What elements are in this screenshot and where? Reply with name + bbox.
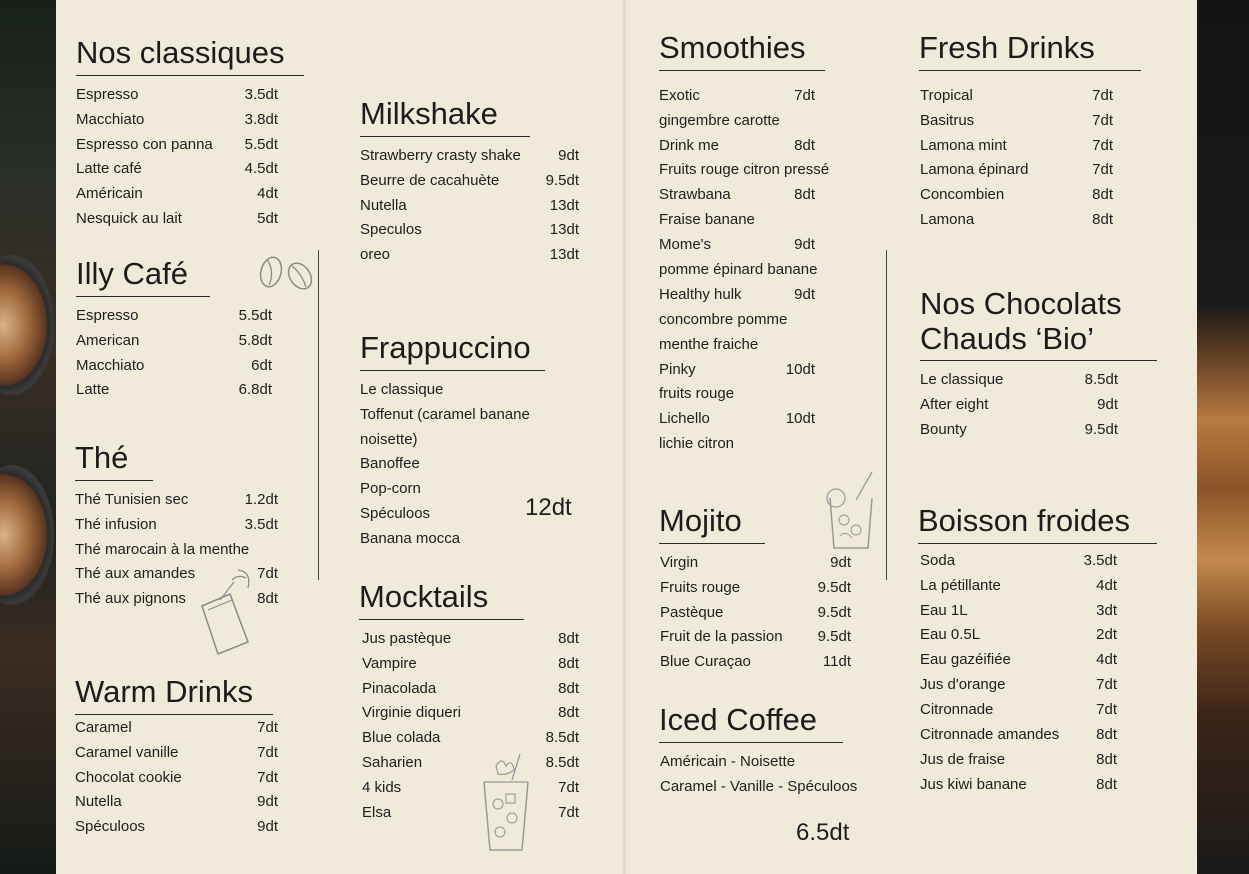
- menu-item: [920, 396, 1118, 421]
- menu-item: [920, 751, 1117, 776]
- menu-item: [660, 778, 859, 803]
- menu-item: [76, 86, 278, 111]
- section-warm-drinks: [75, 675, 278, 843]
- item-price: 5.5dt: [238, 306, 272, 324]
- item-price: 8dt: [1096, 750, 1117, 768]
- item-name: Mome's: [659, 236, 712, 254]
- menu-item: [659, 260, 818, 286]
- item-name: Pinacolada: [362, 679, 437, 697]
- item-price: 7dt: [257, 768, 278, 786]
- latte-art-cup-photo: [0, 255, 54, 395]
- menu-item: [660, 753, 859, 778]
- title-underline: [918, 543, 1157, 544]
- item-price: 8dt: [1092, 211, 1113, 229]
- item-name: Healthy hulk: [659, 285, 742, 303]
- item-price: 8dt: [1096, 725, 1117, 743]
- menu-item: [75, 769, 278, 794]
- item-name: American: [76, 331, 140, 349]
- item-name: Spéculoos: [75, 818, 146, 836]
- item-price: 9dt: [257, 793, 278, 811]
- menu-list: [659, 554, 851, 678]
- latte-art-cup-photo: [0, 465, 54, 605]
- item-price: 11dt: [822, 653, 851, 671]
- item-name: Latte café: [76, 160, 142, 178]
- section-smoothies: [659, 31, 831, 460]
- item-name: menthe fraiche: [659, 335, 759, 353]
- item-name: lichie citron: [659, 435, 735, 453]
- menu-list: [918, 552, 1117, 801]
- item-price: 7dt: [558, 803, 579, 821]
- item-name: Speculos: [360, 221, 422, 239]
- item-name: Pastèque: [660, 603, 724, 621]
- menu-item: [76, 185, 278, 210]
- menu-item: [659, 410, 815, 435]
- item-price: 8dt: [558, 704, 579, 722]
- title-underline: [659, 70, 825, 71]
- section-title-line2: Chauds ‘Bio’: [920, 320, 1095, 356]
- menu-item: [360, 246, 579, 271]
- item-name: Thé aux amandes: [75, 565, 196, 583]
- item-price: 8.5dt: [545, 729, 579, 747]
- item-price: 7dt: [1092, 86, 1113, 104]
- section-milkshake: [360, 97, 579, 271]
- title-underline: [659, 543, 765, 544]
- item-name: Eau 0.5L: [920, 626, 981, 644]
- section-title: Thé: [75, 440, 129, 475]
- menu-item: [659, 236, 815, 261]
- item-price: 8dt: [1092, 186, 1113, 204]
- title-underline: [920, 360, 1157, 361]
- item-name: oreo: [360, 246, 391, 264]
- item-price: 9.5dt: [817, 603, 851, 621]
- item-price: 8dt: [257, 590, 278, 608]
- item-name: Concombien: [920, 186, 1005, 204]
- item-name: Exotic: [659, 86, 700, 104]
- item-name: Caramel vanille: [75, 743, 179, 761]
- item-name: Banana mocca: [360, 530, 461, 548]
- menu-item: [659, 137, 815, 162]
- menu-item: [75, 818, 278, 843]
- item-price: 9.5dt: [817, 578, 851, 596]
- menu-list: [360, 147, 579, 271]
- item-price: 9dt: [830, 553, 851, 571]
- menu-item: [362, 680, 579, 705]
- section-title: Warm Drinks: [75, 674, 253, 709]
- menu-item: [360, 530, 580, 555]
- section-title: Mojito: [659, 503, 742, 538]
- menu-item: [920, 371, 1118, 396]
- item-name: Jus kiwi banane: [920, 775, 1027, 793]
- menu-item: [660, 579, 851, 604]
- item-price: 2dt: [1096, 626, 1117, 644]
- item-name: Toffenut (caramel banane: [360, 405, 530, 423]
- menu-item: [920, 726, 1117, 751]
- title-underline: [75, 480, 153, 481]
- item-name: After eight: [920, 396, 989, 414]
- cocktail-glass-icon: [476, 752, 534, 856]
- item-name: Blue Curaçao: [660, 653, 751, 671]
- item-price: 6dt: [251, 356, 272, 374]
- item-name: Thé marocain à la menthe: [75, 540, 250, 558]
- frappuccino-price: 12dt: [525, 494, 572, 521]
- item-name: gingembre carotte: [659, 111, 780, 129]
- section-mocktails: [359, 580, 579, 829]
- menu-list: [659, 86, 830, 460]
- item-name: Lamona mint: [920, 136, 1007, 154]
- menu-item: [660, 554, 851, 579]
- item-price: 7dt: [257, 718, 278, 736]
- item-price: 7dt: [1092, 136, 1113, 154]
- section-title: Nos classiques: [76, 35, 285, 70]
- menu-item: [75, 516, 278, 541]
- left-edge-photo: [0, 0, 56, 874]
- menu-item: [76, 111, 278, 136]
- item-price: 5.8dt: [238, 331, 272, 349]
- title-underline: [360, 370, 545, 371]
- item-price: 3.5dt: [244, 515, 278, 533]
- item-name: Elsa: [362, 803, 392, 821]
- item-price: 10dt: [785, 410, 815, 428]
- menu-item: [76, 210, 278, 235]
- menu-item: [360, 406, 580, 431]
- item-price: 13dt: [549, 246, 579, 264]
- menu-list: [919, 87, 1113, 236]
- item-price: 4.5dt: [244, 160, 278, 178]
- title-underline: [75, 714, 273, 715]
- menu-item: [920, 552, 1117, 577]
- item-name: Vampire: [362, 654, 417, 672]
- item-price: 8dt: [794, 136, 815, 154]
- item-price: 1.2dt: [244, 490, 278, 508]
- section-title: Fresh Drinks: [919, 30, 1095, 65]
- item-price: 7dt: [1096, 676, 1117, 694]
- menu-item: [360, 147, 579, 172]
- menu-list: [359, 630, 579, 829]
- menu-list: [920, 371, 1118, 446]
- item-price: 3.5dt: [244, 85, 278, 103]
- item-name: Espresso: [76, 85, 139, 103]
- menu-item: [660, 653, 851, 678]
- menu-item: [362, 655, 579, 680]
- menu-item: [362, 704, 579, 729]
- section-title: Milkshake: [360, 96, 498, 131]
- menu-item: [659, 385, 815, 410]
- column-divider: [318, 250, 319, 580]
- menu-item: [920, 651, 1117, 676]
- item-name: Lichello: [659, 410, 710, 428]
- item-price: 8dt: [558, 654, 579, 672]
- menu-item: [362, 754, 579, 779]
- menu-item: [360, 431, 580, 456]
- item-name: Blue colada: [362, 729, 441, 747]
- item-price: 8dt: [558, 629, 579, 647]
- menu-item: [660, 628, 851, 653]
- item-name: Citronnade: [920, 701, 994, 719]
- section-title-line1: Nos Chocolats: [920, 286, 1122, 321]
- item-name: pomme épinard banane: [659, 260, 818, 278]
- item-name: Bounty: [920, 421, 967, 439]
- item-name: Fruits rouge: [660, 578, 741, 596]
- menu-item: [920, 87, 1113, 112]
- item-name: Pop-corn: [360, 480, 421, 498]
- menu-item: [76, 307, 272, 332]
- menu-item: [75, 793, 278, 818]
- item-name: Latte: [76, 381, 110, 399]
- title-underline: [919, 70, 1141, 71]
- menu-list: [76, 307, 272, 407]
- menu-item: [75, 541, 278, 566]
- item-price: 3.5dt: [1083, 551, 1117, 569]
- menu-item: [659, 435, 815, 460]
- item-name: Basitrus: [920, 111, 975, 129]
- item-name: Caramel - Vanille - Spéculoos: [660, 777, 858, 795]
- item-name: Lamona: [920, 211, 975, 229]
- item-price: 8dt: [794, 186, 815, 204]
- item-name: Spéculoos: [360, 505, 431, 523]
- menu-item: [362, 779, 579, 804]
- menu-item: [659, 161, 830, 186]
- menu-item: [659, 286, 815, 311]
- coffee-beans-icon: [256, 252, 318, 294]
- section-fresh-drinks: [919, 31, 1143, 236]
- item-price: 7dt: [257, 743, 278, 761]
- item-price: 8dt: [1096, 775, 1117, 793]
- menu-item: [360, 221, 579, 246]
- item-name: Eau 1L: [920, 601, 968, 619]
- item-price: 9dt: [1097, 396, 1118, 414]
- item-name: Macchiato: [76, 110, 145, 128]
- item-price: 3dt: [1096, 601, 1117, 619]
- section-chocolats-chauds: [920, 287, 1158, 446]
- menu-item: [920, 211, 1113, 236]
- menu-item: [75, 491, 278, 516]
- title-underline: [76, 296, 210, 297]
- item-name: Soda: [920, 551, 956, 569]
- menu-item: [76, 357, 272, 382]
- item-price: 8dt: [558, 679, 579, 697]
- item-price: 7dt: [1092, 111, 1113, 129]
- item-name: Espresso con panna: [76, 135, 213, 153]
- menu-item: [75, 719, 278, 744]
- menu-item: [75, 744, 278, 769]
- item-price: 9dt: [558, 146, 579, 164]
- section-boisson-froides: [918, 504, 1158, 801]
- item-name: Nutella: [75, 793, 122, 811]
- item-name: Tropical: [920, 86, 973, 104]
- item-name: Macchiato: [76, 356, 145, 374]
- menu-item: [76, 160, 278, 185]
- section-title: Frappuccino: [360, 330, 531, 365]
- item-name: Thé infusion: [75, 515, 157, 533]
- menu-item: [76, 381, 272, 406]
- section-iced-coffee: [659, 703, 859, 803]
- menu-item: [360, 172, 579, 197]
- menu-item: [659, 361, 815, 386]
- section-title: Iced Coffee: [659, 702, 817, 737]
- item-price: 5.5dt: [244, 135, 278, 153]
- section-title: Illy Café: [76, 256, 188, 291]
- title-underline: [76, 75, 304, 76]
- item-price: 13dt: [549, 221, 579, 239]
- item-price: 10dt: [785, 360, 815, 378]
- menu-item: [360, 197, 579, 222]
- menu-item: [920, 421, 1118, 446]
- item-name: La pétillante: [920, 576, 1001, 594]
- menu-item: [76, 332, 272, 357]
- item-price: 3.8dt: [244, 110, 278, 128]
- item-price: 6.8dt: [238, 381, 272, 399]
- item-name: Strawberry crasty shake: [360, 146, 521, 164]
- title-underline: [359, 619, 524, 620]
- item-price: 7dt: [257, 565, 278, 583]
- item-name: Saharien: [362, 754, 423, 772]
- item-price: 9.5dt: [817, 628, 851, 646]
- item-price: 9.5dt: [1084, 421, 1118, 439]
- item-name: 4 kids: [362, 779, 402, 797]
- item-name: Jus pastèque: [362, 629, 452, 647]
- item-price: 8.5dt: [545, 754, 579, 772]
- item-name: Beurre de cacahuète: [360, 171, 500, 189]
- menu-item: [362, 804, 579, 829]
- menu-item: [362, 630, 579, 655]
- item-name: Pinky: [659, 360, 696, 378]
- menu-item: [920, 626, 1117, 651]
- item-name: Chocolat cookie: [75, 768, 182, 786]
- tea-bag-icon: [198, 566, 260, 658]
- item-name: Banoffee: [360, 455, 420, 473]
- item-price: 9.5dt: [545, 171, 579, 189]
- menu-item: [659, 112, 815, 137]
- item-price: 13dt: [549, 196, 579, 214]
- item-name: Citronnade amandes: [920, 725, 1060, 743]
- menu-item: [920, 602, 1117, 627]
- item-price: 7dt: [1096, 701, 1117, 719]
- menu-list: [659, 753, 859, 803]
- item-price: 4dt: [1096, 576, 1117, 594]
- item-price: 9dt: [794, 285, 815, 303]
- menu-list: [360, 381, 580, 555]
- column-divider: [886, 250, 887, 580]
- title-underline: [360, 136, 530, 137]
- item-name: concombre pomme: [659, 310, 788, 328]
- item-price: 4dt: [1096, 651, 1117, 669]
- item-name: Thé aux pignons: [75, 590, 186, 608]
- menu-item: [76, 136, 278, 161]
- menu-list: [75, 719, 278, 843]
- item-name: Fruits rouge citron pressé: [659, 161, 830, 179]
- item-name: fruits rouge: [659, 385, 735, 403]
- section-title: Mocktails: [359, 579, 489, 614]
- section-title: Boisson froides: [918, 503, 1130, 538]
- menu-list: [76, 86, 278, 235]
- menu-item: [920, 776, 1117, 801]
- item-name: Jus d'orange: [920, 676, 1006, 694]
- item-name: Drink me: [659, 136, 720, 154]
- item-name: Caramel: [75, 718, 132, 736]
- section-illy-cafe: [76, 257, 272, 406]
- menu-item: [660, 604, 851, 629]
- item-price: 9dt: [257, 818, 278, 836]
- item-name: Virginie diqueri: [362, 704, 461, 722]
- item-name: Nutella: [360, 196, 407, 214]
- menu-item: [920, 676, 1117, 701]
- item-price: 7dt: [558, 779, 579, 797]
- title-underline: [659, 742, 843, 743]
- menu-item: [659, 336, 815, 361]
- item-name: Lamona épinard: [920, 161, 1029, 179]
- section-title: Smoothies: [659, 30, 806, 65]
- right-edge-dessert-photo: [1197, 0, 1249, 874]
- item-name: noisette): [360, 430, 418, 448]
- menu-item: [659, 186, 815, 211]
- menu-item: [659, 87, 815, 112]
- menu-item: [920, 701, 1117, 726]
- section-nos-classiques: [76, 36, 304, 235]
- menu-item: [920, 161, 1113, 186]
- item-price: 7dt: [794, 86, 815, 104]
- menu-item: [659, 311, 815, 336]
- item-name: Fraise banane: [659, 211, 755, 229]
- item-name: Nesquick au lait: [76, 210, 182, 228]
- menu-item: [659, 211, 815, 236]
- item-name: Le classique: [920, 371, 1004, 389]
- item-name: Strawbana: [659, 186, 731, 204]
- item-name: Le classique: [360, 380, 444, 398]
- item-name: Virgin: [660, 553, 699, 571]
- item-name: Américain: [76, 185, 143, 203]
- item-price: 7dt: [1092, 161, 1113, 179]
- item-price: 9dt: [794, 236, 815, 254]
- menu-item: [360, 455, 580, 480]
- menu-item: [920, 112, 1113, 137]
- menu-item: [920, 577, 1117, 602]
- item-price: 4dt: [257, 185, 278, 203]
- item-name: Jus de fraise: [920, 750, 1006, 768]
- item-name: Américain - Noisette: [660, 752, 796, 770]
- menu-item: [920, 186, 1113, 211]
- menu-item: [362, 729, 579, 754]
- item-name: Thé Tunisien sec: [75, 490, 189, 508]
- item-price: 8.5dt: [1084, 371, 1118, 389]
- item-name: Eau gazéifiée: [920, 651, 1011, 669]
- menu-item: [920, 137, 1113, 162]
- mojito-glass-icon: [822, 470, 882, 554]
- iced-coffee-price: 6.5dt: [796, 819, 850, 846]
- menu-item: [360, 381, 580, 406]
- item-price: 5dt: [257, 210, 278, 228]
- item-name: Espresso: [76, 306, 139, 324]
- item-name: Fruit de la passion: [660, 628, 783, 646]
